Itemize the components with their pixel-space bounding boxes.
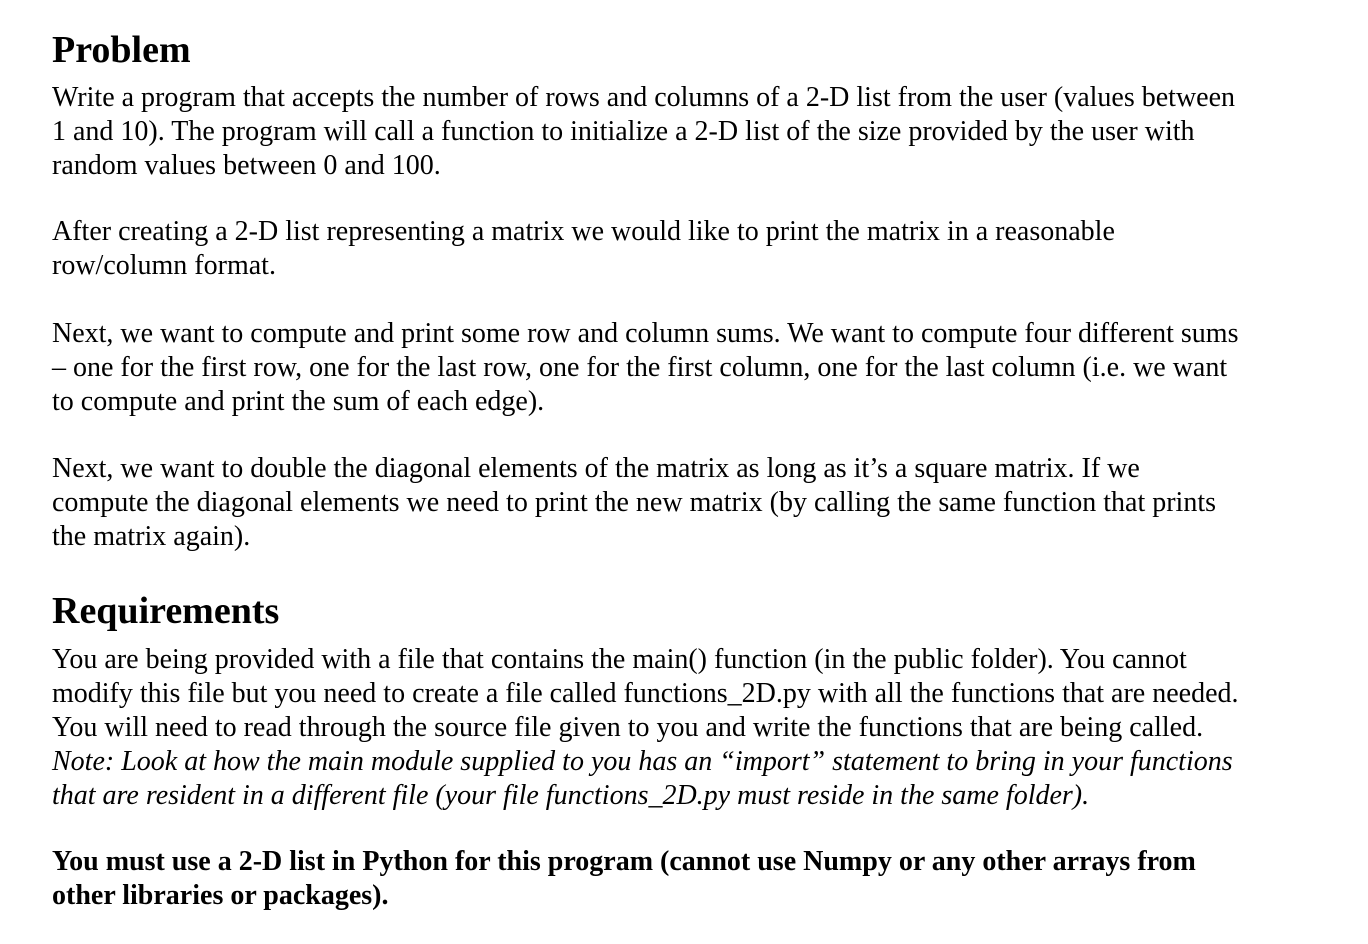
note-line: Note: Look at how the main module supplied to you has an “import” statement to bring in your functions <box>52 746 1233 777</box>
problem-paragraph-3 <box>52 317 1322 419</box>
text-line: You will need to read through the source file given to you and write the functions that are being called. <box>52 712 1204 743</box>
text-line: row/column format. <box>52 250 276 281</box>
text-line: – one for the first row, one for the last row, one for the first column, one for the last column (i.e. we want <box>52 352 1228 383</box>
text-line: You must use a 2-D list in Python for this program (cannot use Numpy or any other arrays from <box>52 846 1196 877</box>
problem-paragraph-2 <box>52 215 1322 283</box>
text-line: 1 and 10). The program will call a function to initialize a 2-D list of the size provided by the user with <box>52 116 1195 147</box>
requirements-bold-note <box>52 845 1322 913</box>
problem-paragraph-1 <box>52 81 1322 183</box>
requirements-paragraph <box>52 643 1322 813</box>
text-line: the matrix again). <box>52 521 251 552</box>
text-line: You are being provided with a file that contains the main() function (in the public folder). You cannot <box>52 644 1187 675</box>
problem-paragraph-4 <box>52 452 1322 554</box>
text-line: compute the diagonal elements we need to print the new matrix (by calling the same function that prints <box>52 487 1216 518</box>
text-line: random values between 0 and 100. <box>52 150 441 181</box>
text-line: After creating a 2-D list representing a matrix we would like to print the matrix in a reasonable <box>52 216 1115 247</box>
text-line: to compute and print the sum of each edge). <box>52 386 545 417</box>
text-line: modify this file but you need to create a file called functions_2D.py with all the functions that are needed. <box>52 678 1239 709</box>
text-line: other libraries or packages). <box>52 880 389 911</box>
note-line: that are resident in a different file (your file functions_2D.py must reside in the same folder). <box>52 780 1090 811</box>
text-line: Next, we want to double the diagonal elements of the matrix as long as it’s a square matrix. If we <box>52 453 1140 484</box>
text-line: Next, we want to compute and print some row and column sums. We want to compute four different sums <box>52 318 1239 349</box>
text-line: Write a program that accepts the number of rows and columns of a 2-D list from the user (values between <box>52 82 1236 113</box>
problem-heading: Problem <box>52 29 191 71</box>
requirements-heading: Requirements <box>52 590 280 632</box>
